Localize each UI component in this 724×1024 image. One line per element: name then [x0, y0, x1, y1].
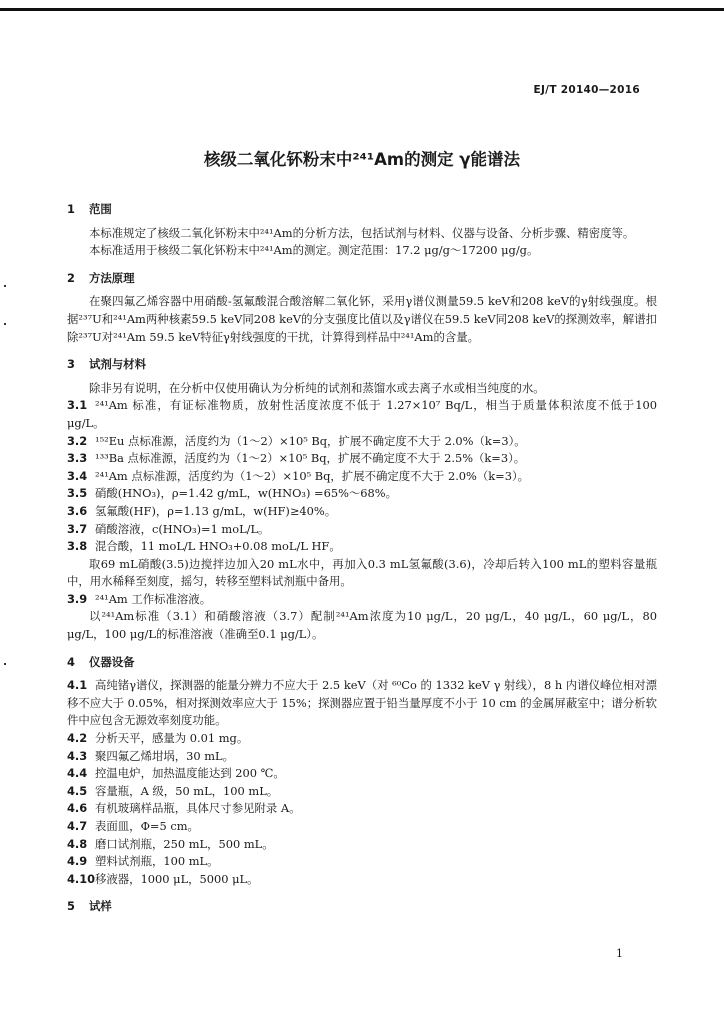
- section-heading: 4 仪器设备: [67, 654, 135, 669]
- list-item: 3.8 混合酸，11 moL/L HNO₃+0.08 moL/L HF。: [67, 539, 341, 554]
- list-item: 4.4 控温电炉，加热温度能达到 200 ℃。: [67, 766, 285, 781]
- section-heading: 5 试样: [67, 899, 112, 914]
- section-heading: 1 范围: [67, 202, 112, 216]
- page-title: 核级二氧化钚粉末中²⁴¹Am的测定 γ能谱法: [203, 150, 521, 169]
- page-number: 1: [616, 947, 623, 960]
- list-item: 3.2 ¹⁵²Eu 点标准源，活度约为（1～2）×10⁵ Bq，扩展不确定度不大于 2.0%（k=3）。: [67, 433, 526, 448]
- list-item: 4.9 塑料试剂瓶，100 mL。: [67, 854, 219, 869]
- paragraph: 本标准适用于核级二氧化钚粉末中²⁴¹Am的测定。测定范围：17.2 μg/g～17200 μg/g。: [89, 243, 539, 258]
- list-item: 3.1 ²⁴¹Am 标准，有证标准物质，放射性活度浓度不低于 1.27×10⁷ Bq/L，相当于质量体积浓度不低于100 μg/L。: [67, 398, 657, 430]
- list-item: 4.2 分析天平，感量为 0.01 mg。: [67, 731, 249, 746]
- list-item: 3.5 硝酸(HNO₃)，ρ=1.42 g/mL，w(HNO₃) =65%～68%。: [67, 486, 397, 501]
- list-item: 4.8 磨口试剂瓶，250 mL，500 mL。: [67, 836, 274, 851]
- header-rule: [0, 8, 724, 11]
- list-item: 3.6 氢氟酸(HF)，ρ=1.13 g/mL，w(HF)≥40%。: [67, 503, 337, 518]
- list-item: 3.7 硝酸溶液，c(HNO₃)=1 moL/L。: [67, 521, 270, 536]
- list-item: 4.1 高纯锗γ谱仪，探测器的能量分辨力不应大于 2.5 keV（对 ⁶⁰Co 的 1332 keV γ 射线），8 h 内谱仪峰位相对漂移不应大于 0.05%，相对探测效率应大于 15%；探测器应置于铅当量厚度不小于 10 cm 的金属屏蔽室中；谱分析软件中应包含无源效率刻度功能。: [67, 678, 657, 728]
- paragraph: 以²⁴¹Am标准（3.1）和硝酸溶液（3.7）配制²⁴¹Am浓度为10 μg/L，20 μg/L，40 μg/L，60 μg/L，80 μg/L，100 μg/L的标准溶液（准确至0.1 μg/L）。: [67, 609, 657, 642]
- list-item: 4.10移液器，1000 μL，5000 μL。: [67, 871, 259, 886]
- list-item: 3.9 ²⁴¹Am 工作标准溶液。: [67, 591, 212, 606]
- list-item: 4.3 聚四氟乙烯坩埚，30 mL。: [67, 748, 234, 763]
- paragraph: 本标准规定了核级二氧化钚粉末中²⁴¹Am的分析方法，包括试剂与材料、仪器与设备、分析步骤、精密度等。: [89, 225, 635, 240]
- standard-number: EJ/T 20140—2016: [533, 84, 640, 96]
- scan-mark: [4, 285, 6, 287]
- paragraph: 取69 mL硝酸(3.5)边搅拌边加入20 mL水中，再加入0.3 mL氢氟酸(3.6)，冷却后转入100 mL的塑料容量瓶中，用水稀释至刻度，摇匀，转移至塑料试剂瓶中备用。: [67, 556, 657, 589]
- paragraph: 在聚四氟乙烯容器中用硝酸-氢氟酸混合酸溶解二氧化钚，采用γ谱仪测量59.5 keV和208 keV的γ射线强度。根据²³⁷U和²⁴¹Am两种核素59.5 keV同208 keV的分支强度比值以及γ谱仪在59.5 keV同208 keV的探测效率，解谱扣除²³⁷U对²⁴¹Am 59.5 keV特征γ射线强度的干扰，计算得到样品中²⁴¹Am的含量。: [67, 294, 657, 344]
- list-item: 4.7 表面皿，Φ=5 cm。: [67, 819, 199, 833]
- section-heading: 3 试剂与材料: [67, 357, 146, 372]
- paragraph: 除非另有说明，在分析中仅使用确认为分析纯的试剂和蒸馏水或去离子水或相当纯度的水。: [89, 380, 545, 395]
- scan-mark: [4, 323, 6, 325]
- list-item: 4.6 有机玻璃样品瓶，具体尺寸参见附录 A。: [67, 801, 301, 816]
- list-item: 4.5 容量瓶，A 级，50 mL，100 mL。: [67, 783, 279, 798]
- section-heading: 2 方法原理: [67, 270, 135, 285]
- list-item: 3.4 ²⁴¹Am 点标准源，活度约为（1～2）×10⁵ Bq，扩展不确定度不大于 2.0%（k=3）。: [67, 468, 530, 483]
- document-body: [67, 201, 657, 916]
- scan-mark: [4, 663, 6, 665]
- list-item: 3.3 ¹³³Ba 点标准源，活度约为（1～2）×10⁵ Bq，扩展不确定度不大于 2.5%（k=3）。: [67, 451, 526, 466]
